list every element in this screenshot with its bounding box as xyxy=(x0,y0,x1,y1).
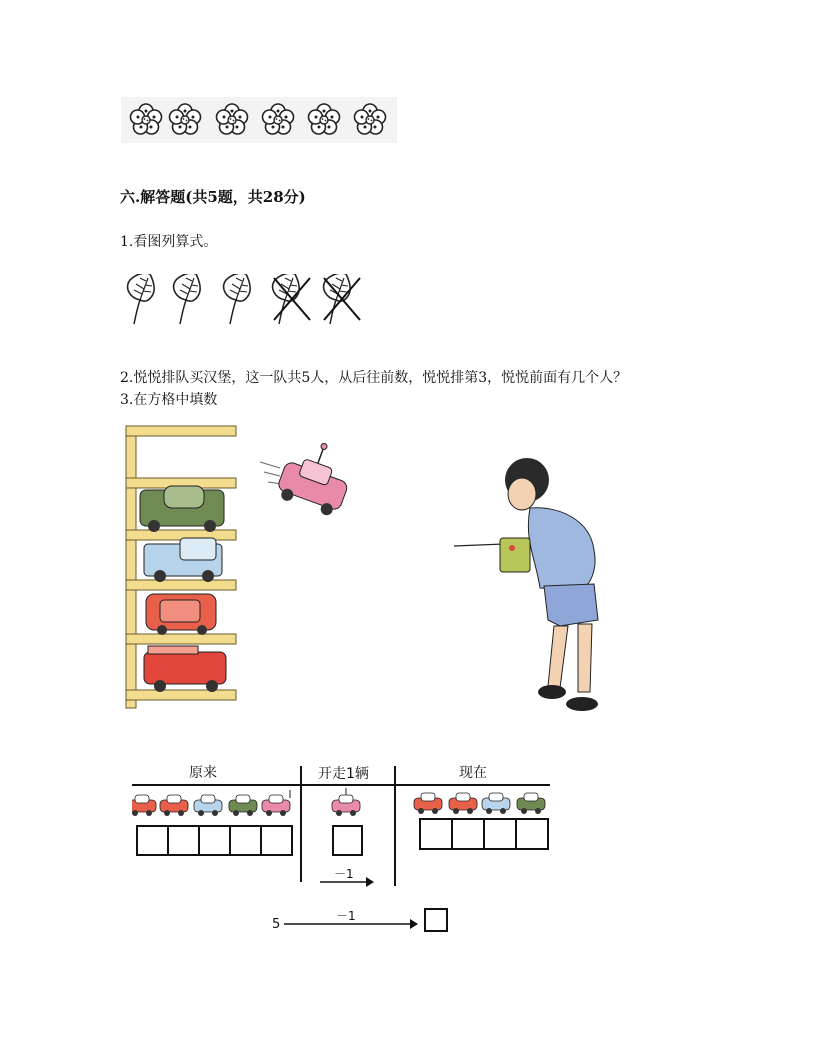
question-1: 1.看图列算式。 xyxy=(120,234,218,250)
arrow-right-icon xyxy=(318,876,376,888)
green-car-icon xyxy=(140,486,224,532)
red-car-icon xyxy=(414,793,442,814)
car-table xyxy=(132,760,552,890)
question-2: 2.悦悦排队买汉堡，这一队共5人，从后往前数，悦悦排第3，悦悦前面有几个人？ xyxy=(120,370,628,386)
pink-car-icon xyxy=(262,795,290,816)
flower-icon xyxy=(309,104,340,134)
remote-control-car-icon xyxy=(260,433,359,519)
pink-car-icon xyxy=(332,795,360,816)
equation-minus-label: －1 xyxy=(336,909,356,923)
garage-illustration xyxy=(120,420,610,730)
answer-box[interactable] xyxy=(332,825,363,856)
flower-icon xyxy=(170,104,201,134)
answer-box[interactable] xyxy=(419,818,453,850)
flower-icon xyxy=(355,104,386,134)
red-car-icon xyxy=(160,795,188,816)
leaf-icons xyxy=(122,274,372,326)
blue-car-icon xyxy=(194,795,222,816)
answer-box[interactable] xyxy=(229,825,262,856)
answer-box[interactable] xyxy=(515,818,549,850)
answer-box[interactable] xyxy=(198,825,231,856)
answer-box[interactable] xyxy=(483,818,517,850)
flower-icon xyxy=(217,104,248,134)
table-divider-vertical xyxy=(394,766,396,886)
green-car-icon xyxy=(229,795,257,816)
table-divider-horizontal xyxy=(132,784,550,786)
answer-box[interactable] xyxy=(136,825,169,856)
flower-icons xyxy=(121,97,397,143)
leaf-row xyxy=(122,274,372,326)
answer-box[interactable] xyxy=(167,825,200,856)
flower-icon xyxy=(263,104,294,134)
table-divider-vertical xyxy=(300,766,302,882)
red-car-icon xyxy=(146,594,216,635)
leaf-icon xyxy=(128,274,155,324)
section-title: 六.解答题(共5题，共28分) xyxy=(120,188,306,206)
leaf-icon xyxy=(174,274,201,324)
blue-car-icon xyxy=(144,538,222,582)
table-header-drove-away: 开走1辆 xyxy=(318,766,369,782)
equation-start: 5 xyxy=(272,917,281,932)
minus-one-label: －1 xyxy=(334,867,354,881)
answer-box[interactable] xyxy=(451,818,485,850)
table-header-original: 原来 xyxy=(189,765,217,781)
table-header-now: 现在 xyxy=(459,765,487,781)
arrow-right-icon xyxy=(284,918,420,930)
blue-car-icon xyxy=(482,793,510,814)
answer-box[interactable] xyxy=(260,825,293,856)
red-car-icon xyxy=(132,795,156,816)
green-car-icon xyxy=(517,793,545,814)
question-3: 3.在方格中填数 xyxy=(120,392,218,408)
garage-and-boy-illustration xyxy=(120,420,610,730)
fire-truck-icon xyxy=(144,646,226,692)
leaf-icon xyxy=(224,274,251,324)
red-car-icon xyxy=(449,793,477,814)
flower-strip xyxy=(121,97,397,143)
flower-icon xyxy=(131,104,162,134)
answer-box[interactable] xyxy=(424,908,448,932)
boy-icon xyxy=(454,458,598,711)
